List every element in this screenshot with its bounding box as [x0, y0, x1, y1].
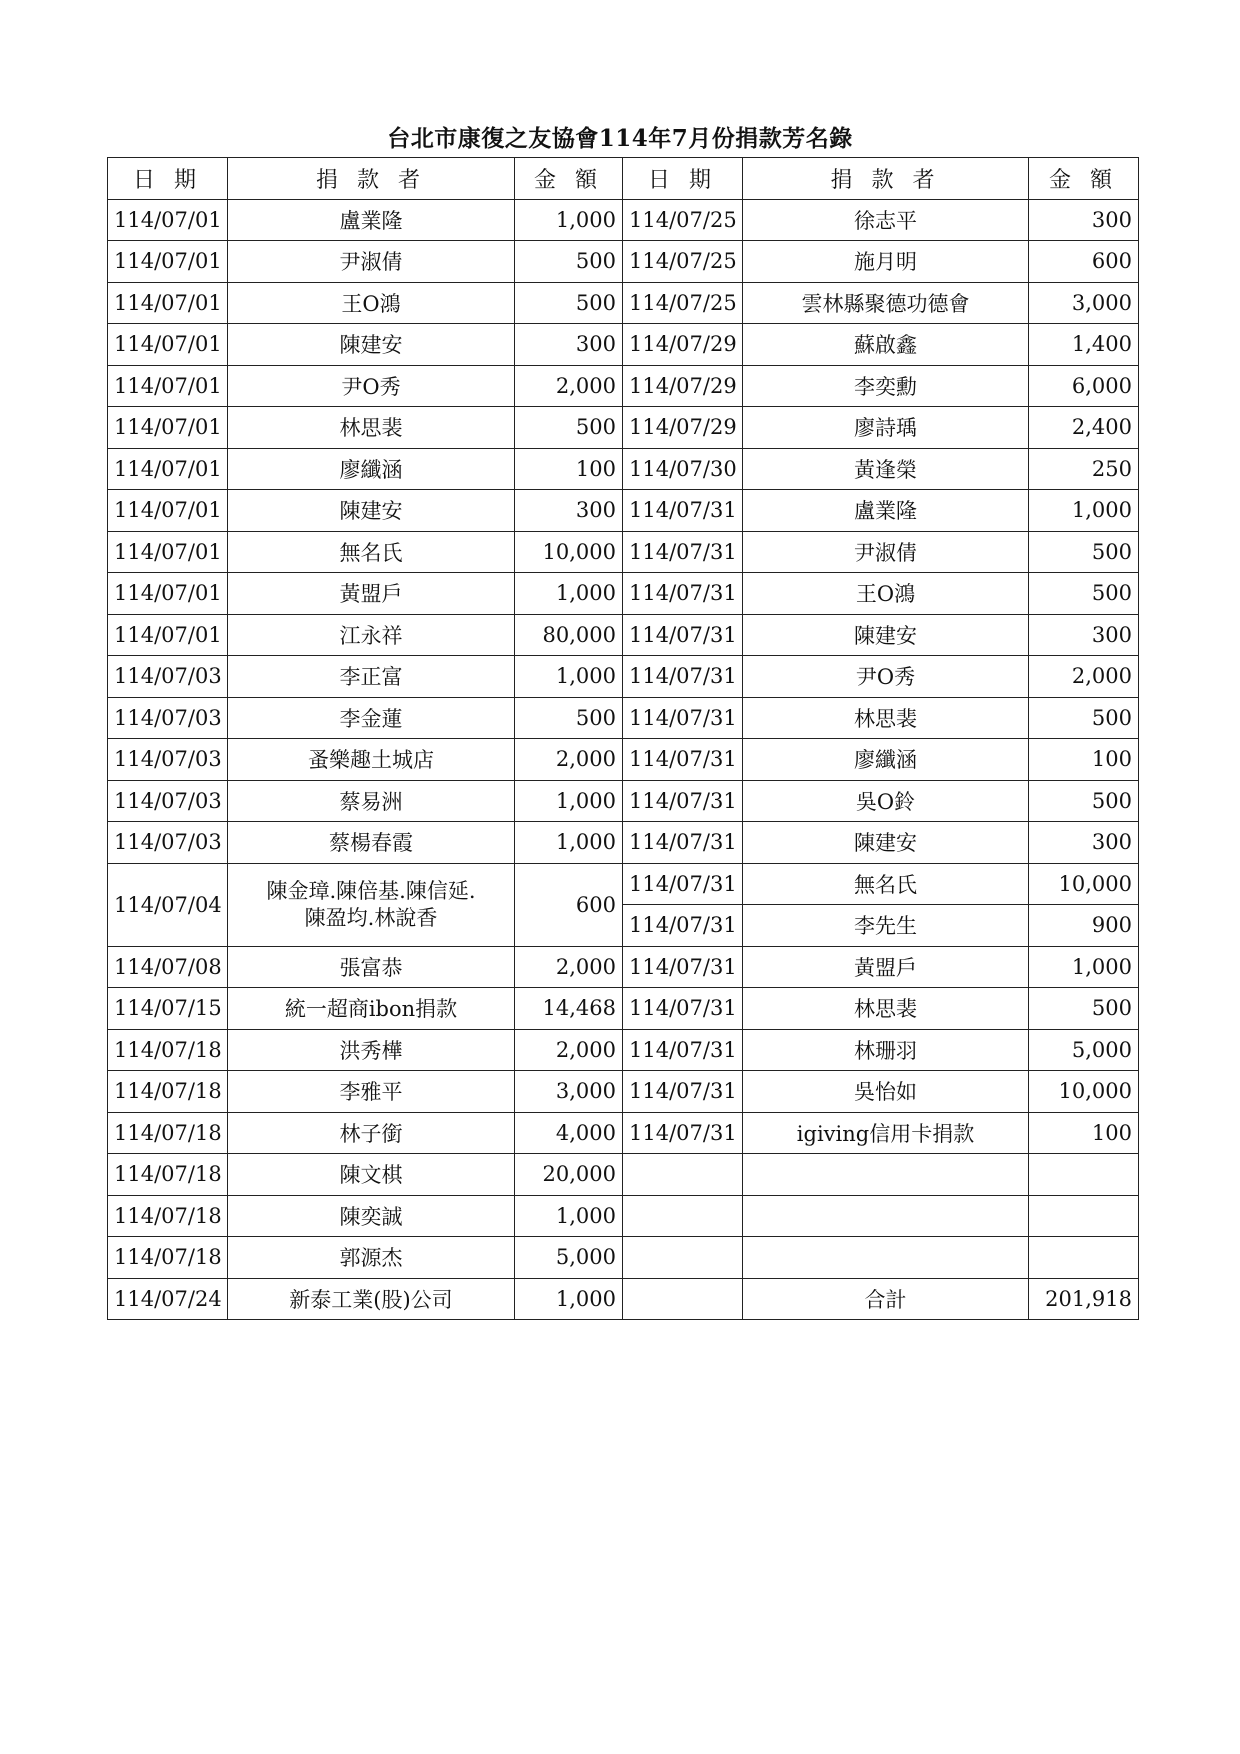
left-donor-cell: 無名氏 — [228, 531, 515, 573]
donor-line: 陳金璋.陳倍基.陳信延. — [266, 879, 476, 904]
left-amount-cell: 300 — [515, 324, 623, 366]
left-date-cell: 114/07/01 — [108, 448, 228, 490]
right-amount-cell: 250 — [1029, 448, 1139, 490]
left-amount-cell: 500 — [515, 407, 623, 449]
left-amount-cell: 2,000 — [515, 365, 623, 407]
left-date-cell: 114/07/01 — [108, 614, 228, 656]
table-body — [108, 199, 1139, 1320]
left-amount-cell: 600 — [515, 863, 623, 946]
table-row — [108, 946, 1139, 988]
table-row — [108, 780, 1139, 822]
right-donor-cell: igiving信用卡捐款 — [743, 1112, 1029, 1154]
donor-line: 陳盈均.林說香 — [304, 905, 438, 930]
left-date-cell: 114/07/01 — [108, 199, 228, 241]
left-amount-cell: 2,000 — [515, 739, 623, 781]
right-date-cell: 114/07/31 — [623, 780, 743, 822]
right-donor-cell: 陳建安 — [743, 822, 1029, 864]
left-date-cell: 114/07/08 — [108, 946, 228, 988]
left-date-cell: 114/07/01 — [108, 324, 228, 366]
left-amount-cell: 500 — [515, 282, 623, 324]
empty-cell — [623, 1195, 743, 1237]
right-amount-cell: 2,000 — [1029, 656, 1139, 698]
table-row — [108, 1278, 1139, 1320]
left-amount-cell: 14,468 — [515, 988, 623, 1030]
right-date-cell: 114/07/31 — [623, 946, 743, 988]
left-amount-cell: 80,000 — [515, 614, 623, 656]
right-date-cell: 114/07/31 — [623, 988, 743, 1030]
left-amount-cell: 100 — [515, 448, 623, 490]
right-amount-cell: 600 — [1029, 241, 1139, 283]
right-donor-cell: 尹淑倩 — [743, 531, 1029, 573]
left-date-cell: 114/07/18 — [108, 1237, 228, 1279]
left-donor-cell: 蔡易洲 — [228, 780, 515, 822]
right-donor-cell: 蘇啟鑫 — [743, 324, 1029, 366]
left-date-cell: 114/07/18 — [108, 1112, 228, 1154]
header-amount-right: 金 額 — [1029, 158, 1139, 200]
left-donor-cell: 李正富 — [228, 656, 515, 698]
left-donor-cell — [228, 863, 515, 946]
table-row — [108, 656, 1139, 698]
right-amount-cell: 500 — [1029, 531, 1139, 573]
right-date-cell: 114/07/31 — [623, 697, 743, 739]
left-amount-cell: 1,000 — [515, 573, 623, 615]
total-label: 合計 — [743, 1278, 1029, 1320]
left-donor-cell: 尹淑倩 — [228, 241, 515, 283]
left-amount-cell: 500 — [515, 697, 623, 739]
left-donor-cell: 蚤樂趣土城店 — [228, 739, 515, 781]
left-date-cell: 114/07/18 — [108, 1154, 228, 1196]
right-donor-cell: 李先生 — [743, 905, 1029, 947]
right-donor-cell: 施月明 — [743, 241, 1029, 283]
left-amount-cell: 10,000 — [515, 531, 623, 573]
left-date-cell: 114/07/01 — [108, 282, 228, 324]
right-donor-cell: 林思裴 — [743, 697, 1029, 739]
table-row — [108, 1029, 1139, 1071]
right-date-cell: 114/07/30 — [623, 448, 743, 490]
left-amount-cell: 2,000 — [515, 946, 623, 988]
table-row — [108, 490, 1139, 532]
table-row — [108, 407, 1139, 449]
left-date-cell: 114/07/03 — [108, 739, 228, 781]
right-date-cell: 114/07/31 — [623, 573, 743, 615]
left-date-cell: 114/07/01 — [108, 490, 228, 532]
right-amount-cell: 500 — [1029, 697, 1139, 739]
table-row — [108, 1195, 1139, 1237]
table-row — [108, 324, 1139, 366]
left-date-cell: 114/07/24 — [108, 1278, 228, 1320]
right-date-cell: 114/07/31 — [623, 739, 743, 781]
left-donor-cell: 洪秀樺 — [228, 1029, 515, 1071]
right-date-cell: 114/07/31 — [623, 822, 743, 864]
left-donor-cell: 廖纖涵 — [228, 448, 515, 490]
left-date-cell: 114/07/03 — [108, 822, 228, 864]
empty-cell — [623, 1154, 743, 1196]
table-row — [108, 1237, 1139, 1279]
empty-cell — [743, 1195, 1029, 1237]
right-date-cell: 114/07/25 — [623, 199, 743, 241]
left-date-cell: 114/07/03 — [108, 780, 228, 822]
right-date-cell: 114/07/31 — [623, 614, 743, 656]
right-amount-cell: 3,000 — [1029, 282, 1139, 324]
right-amount-cell: 1,000 — [1029, 490, 1139, 532]
right-date-cell: 114/07/31 — [623, 490, 743, 532]
right-donor-cell: 尹O秀 — [743, 656, 1029, 698]
left-date-cell: 114/07/01 — [108, 407, 228, 449]
left-donor-cell: 張富恭 — [228, 946, 515, 988]
left-donor-cell: 陳建安 — [228, 324, 515, 366]
left-date-cell: 114/07/18 — [108, 1071, 228, 1113]
left-date-cell: 114/07/18 — [108, 1029, 228, 1071]
right-amount-cell: 500 — [1029, 780, 1139, 822]
right-date-cell: 114/07/25 — [623, 241, 743, 283]
right-amount-cell: 300 — [1029, 199, 1139, 241]
left-donor-cell: 陳文棋 — [228, 1154, 515, 1196]
header-date-right: 日 期 — [623, 158, 743, 200]
table-row — [108, 1154, 1139, 1196]
left-amount-cell: 4,000 — [515, 1112, 623, 1154]
right-donor-cell: 林思裴 — [743, 988, 1029, 1030]
left-donor-cell: 尹O秀 — [228, 365, 515, 407]
donation-table — [107, 157, 1139, 1320]
table-row — [108, 822, 1139, 864]
right-donor-cell: 吳怡如 — [743, 1071, 1029, 1113]
right-donor-cell: 廖纖涵 — [743, 739, 1029, 781]
left-amount-cell: 20,000 — [515, 1154, 623, 1196]
empty-cell — [623, 1278, 743, 1320]
right-donor-cell: 王O鴻 — [743, 573, 1029, 615]
right-donor-cell: 黃逢榮 — [743, 448, 1029, 490]
left-amount-cell: 1,000 — [515, 780, 623, 822]
right-date-cell: 114/07/31 — [623, 905, 743, 947]
left-amount-cell: 1,000 — [515, 1278, 623, 1320]
left-date-cell: 114/07/03 — [108, 697, 228, 739]
left-amount-cell: 5,000 — [515, 1237, 623, 1279]
table-row — [108, 614, 1139, 656]
left-donor-cell: 陳奕誠 — [228, 1195, 515, 1237]
header-donor-left: 捐 款 者 — [228, 158, 515, 200]
left-donor-cell: 陳建安 — [228, 490, 515, 532]
right-donor-cell: 李奕勳 — [743, 365, 1029, 407]
empty-cell — [743, 1237, 1029, 1279]
table-row — [108, 1112, 1139, 1154]
right-amount-cell: 1,000 — [1029, 946, 1139, 988]
right-amount-cell: 6,000 — [1029, 365, 1139, 407]
left-date-cell: 114/07/01 — [108, 365, 228, 407]
table-row — [108, 697, 1139, 739]
right-amount-cell: 10,000 — [1029, 1071, 1139, 1113]
right-date-cell: 114/07/29 — [623, 324, 743, 366]
table-row — [108, 531, 1139, 573]
left-date-cell: 114/07/03 — [108, 656, 228, 698]
right-date-cell: 114/07/31 — [623, 1029, 743, 1071]
right-donor-cell: 黃盟戶 — [743, 946, 1029, 988]
right-date-cell: 114/07/31 — [623, 863, 743, 905]
table-row — [108, 988, 1139, 1030]
right-amount-cell: 300 — [1029, 614, 1139, 656]
right-donor-cell: 盧業隆 — [743, 490, 1029, 532]
table-row — [108, 365, 1139, 407]
left-donor-cell: 統一超商ibon捐款 — [228, 988, 515, 1030]
right-amount-cell: 900 — [1029, 905, 1139, 947]
left-amount-cell: 1,000 — [515, 1195, 623, 1237]
left-date-cell: 114/07/15 — [108, 988, 228, 1030]
right-amount-cell: 500 — [1029, 573, 1139, 615]
left-donor-cell: 黃盟戶 — [228, 573, 515, 615]
right-donor-cell: 林珊羽 — [743, 1029, 1029, 1071]
left-amount-cell: 1,000 — [515, 656, 623, 698]
right-date-cell: 114/07/29 — [623, 365, 743, 407]
table-row — [108, 241, 1139, 283]
left-date-cell: 114/07/01 — [108, 241, 228, 283]
table-row — [108, 739, 1139, 781]
header-amount-left: 金 額 — [515, 158, 623, 200]
left-donor-cell: 林思裴 — [228, 407, 515, 449]
right-donor-cell: 無名氏 — [743, 863, 1029, 905]
left-date-cell: 114/07/18 — [108, 1195, 228, 1237]
document-title: 台北市康復之友協會114年7月份捐款芳名錄 — [387, 125, 853, 152]
table-row — [108, 1071, 1139, 1113]
total-amount: 201,918 — [1029, 1278, 1139, 1320]
right-amount-cell: 5,000 — [1029, 1029, 1139, 1071]
empty-cell — [1029, 1237, 1139, 1279]
left-date-cell: 114/07/01 — [108, 531, 228, 573]
table-row — [108, 282, 1139, 324]
left-donor-cell: 盧業隆 — [228, 199, 515, 241]
left-donor-cell: 林子銜 — [228, 1112, 515, 1154]
left-donor-cell: 新泰工業(股)公司 — [228, 1278, 515, 1320]
right-amount-cell: 500 — [1029, 988, 1139, 1030]
right-date-cell: 114/07/31 — [623, 656, 743, 698]
table-row — [108, 863, 1139, 905]
left-amount-cell: 3,000 — [515, 1071, 623, 1113]
left-donor-cell: 李金蓮 — [228, 697, 515, 739]
header-row — [108, 158, 1139, 200]
left-donor-cell: 蔡楊春霞 — [228, 822, 515, 864]
right-donor-cell: 廖詩瑀 — [743, 407, 1029, 449]
right-amount-cell: 10,000 — [1029, 863, 1139, 905]
left-amount-cell: 300 — [515, 490, 623, 532]
empty-cell — [623, 1237, 743, 1279]
empty-cell — [1029, 1195, 1139, 1237]
right-date-cell: 114/07/25 — [623, 282, 743, 324]
table-row — [108, 573, 1139, 615]
left-amount-cell: 2,000 — [515, 1029, 623, 1071]
left-donor-cell: 江永祥 — [228, 614, 515, 656]
right-donor-cell: 雲林縣聚德功德會 — [743, 282, 1029, 324]
right-date-cell: 114/07/31 — [623, 531, 743, 573]
table-row — [108, 448, 1139, 490]
left-donor-cell: 王O鴻 — [228, 282, 515, 324]
right-date-cell: 114/07/31 — [623, 1071, 743, 1113]
right-amount-cell: 2,400 — [1029, 407, 1139, 449]
right-amount-cell: 100 — [1029, 1112, 1139, 1154]
left-donor-cell: 李雅平 — [228, 1071, 515, 1113]
left-amount-cell: 500 — [515, 241, 623, 283]
empty-cell — [1029, 1154, 1139, 1196]
right-amount-cell: 100 — [1029, 739, 1139, 781]
left-amount-cell: 1,000 — [515, 199, 623, 241]
empty-cell — [743, 1154, 1029, 1196]
right-donor-cell: 吳O鈴 — [743, 780, 1029, 822]
right-amount-cell: 1,400 — [1029, 324, 1139, 366]
header-date-left: 日 期 — [108, 158, 228, 200]
left-donor-cell: 郭源杰 — [228, 1237, 515, 1279]
right-donor-cell: 徐志平 — [743, 199, 1029, 241]
right-amount-cell: 300 — [1029, 822, 1139, 864]
header-donor-right: 捐 款 者 — [743, 158, 1029, 200]
right-donor-cell: 陳建安 — [743, 614, 1029, 656]
table-row — [108, 199, 1139, 241]
left-date-cell: 114/07/04 — [108, 863, 228, 946]
right-date-cell: 114/07/29 — [623, 407, 743, 449]
right-date-cell: 114/07/31 — [623, 1112, 743, 1154]
left-date-cell: 114/07/01 — [108, 573, 228, 615]
left-amount-cell: 1,000 — [515, 822, 623, 864]
